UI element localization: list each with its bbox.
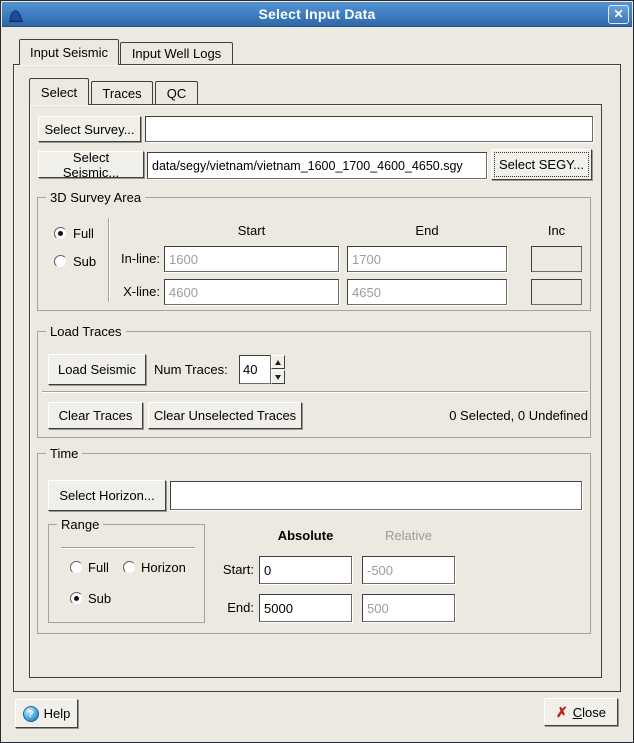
- select-segy-button[interactable]: Select SEGY...: [491, 149, 592, 180]
- end-header: End: [415, 223, 439, 238]
- tab-input-well-logs[interactable]: [120, 42, 233, 64]
- tab-input-seismic[interactable]: [19, 39, 119, 65]
- end-relative-input[interactable]: [362, 594, 455, 622]
- radio-time-horizon[interactable]: [123, 561, 136, 574]
- window-close-button[interactable]: [608, 5, 629, 24]
- inc-header: Inc: [547, 223, 566, 238]
- spin-up-button[interactable]: [271, 355, 285, 369]
- inline-label: In-line:: [120, 251, 160, 266]
- start-label: Start:: [222, 562, 254, 577]
- num-traces-input[interactable]: [239, 355, 271, 384]
- radio-full-label: Full: [73, 226, 94, 241]
- radio-time-horizon-label: Horizon: [141, 560, 186, 575]
- xline-label: X-line:: [123, 284, 160, 299]
- spin-down-icon: [275, 375, 281, 380]
- load-seismic-button[interactable]: Load Seismic: [48, 354, 146, 385]
- xline-end-input[interactable]: [347, 279, 507, 305]
- load-traces-group: [37, 324, 591, 438]
- seismic-file-input[interactable]: [147, 152, 487, 179]
- tab-label: Input Seismic: [29, 45, 109, 60]
- inline-end-input[interactable]: [347, 246, 507, 272]
- group-title: Time: [46, 446, 82, 461]
- spin-down-button[interactable]: [271, 370, 285, 384]
- inline-start-input[interactable]: [164, 246, 339, 272]
- start-absolute-input[interactable]: [259, 556, 352, 584]
- close-icon: ✕: [613, 7, 624, 21]
- close-button-label: Close: [572, 704, 606, 720]
- close-x-icon: ✗: [556, 704, 568, 720]
- end-label: End:: [227, 600, 254, 615]
- radio-time-sub[interactable]: [70, 592, 83, 605]
- tab-label: Input Well Logs: [131, 46, 222, 61]
- select-seismic-button[interactable]: Select Seismic...: [38, 151, 144, 178]
- end-absolute-input[interactable]: [259, 594, 352, 622]
- radio-sub[interactable]: [54, 255, 67, 268]
- start-relative-input[interactable]: [362, 556, 455, 584]
- close-button[interactable]: [544, 698, 618, 726]
- clear-unselected-traces-button[interactable]: Clear Unselected Traces: [148, 402, 302, 429]
- time-group: [37, 446, 591, 634]
- selection-status: 0 Selected, 0 Undefined: [449, 408, 588, 423]
- radio-time-sub-label: Sub: [88, 591, 112, 606]
- spin-up-icon: [275, 360, 281, 365]
- tab-label: Traces: [102, 86, 142, 101]
- group-title: Load Traces: [46, 324, 126, 339]
- group-title: 3D Survey Area: [46, 190, 145, 205]
- help-icon: ?: [23, 706, 39, 722]
- num-traces-label: Num Traces:: [154, 362, 228, 377]
- radio-full[interactable]: [54, 227, 67, 240]
- help-button[interactable]: [15, 699, 78, 728]
- tab-label: QC: [166, 86, 187, 101]
- range-group: [48, 517, 205, 623]
- window-title: Select Input Data: [258, 6, 376, 22]
- select-horizon-button[interactable]: Select Horizon...: [48, 480, 166, 511]
- horizon-input[interactable]: [170, 481, 582, 510]
- radio-sub-label: Sub: [73, 254, 97, 269]
- start-header: Start: [237, 223, 266, 238]
- titlebar: [2, 2, 632, 27]
- group-title: Range: [57, 517, 103, 532]
- tab-select[interactable]: [29, 78, 89, 105]
- select-survey-button[interactable]: Select Survey...: [38, 116, 141, 142]
- clear-traces-button[interactable]: Clear Traces: [48, 402, 143, 429]
- radio-time-full-label: Full: [88, 560, 109, 575]
- radio-time-full[interactable]: [70, 561, 83, 574]
- help-button-label: Help: [43, 706, 71, 721]
- xline-inc-input[interactable]: [531, 279, 582, 305]
- absolute-header: Absolute: [277, 528, 334, 543]
- survey-area-group: [37, 190, 591, 311]
- inline-inc-input[interactable]: [531, 246, 582, 272]
- relative-header: Relative: [385, 528, 432, 543]
- num-traces-spinner: [239, 355, 285, 384]
- survey-input[interactable]: [145, 116, 593, 142]
- xline-start-input[interactable]: [164, 279, 339, 305]
- tab-label: Select: [40, 85, 78, 100]
- horizontal-divider: [42, 391, 588, 393]
- range-divider: [61, 547, 195, 549]
